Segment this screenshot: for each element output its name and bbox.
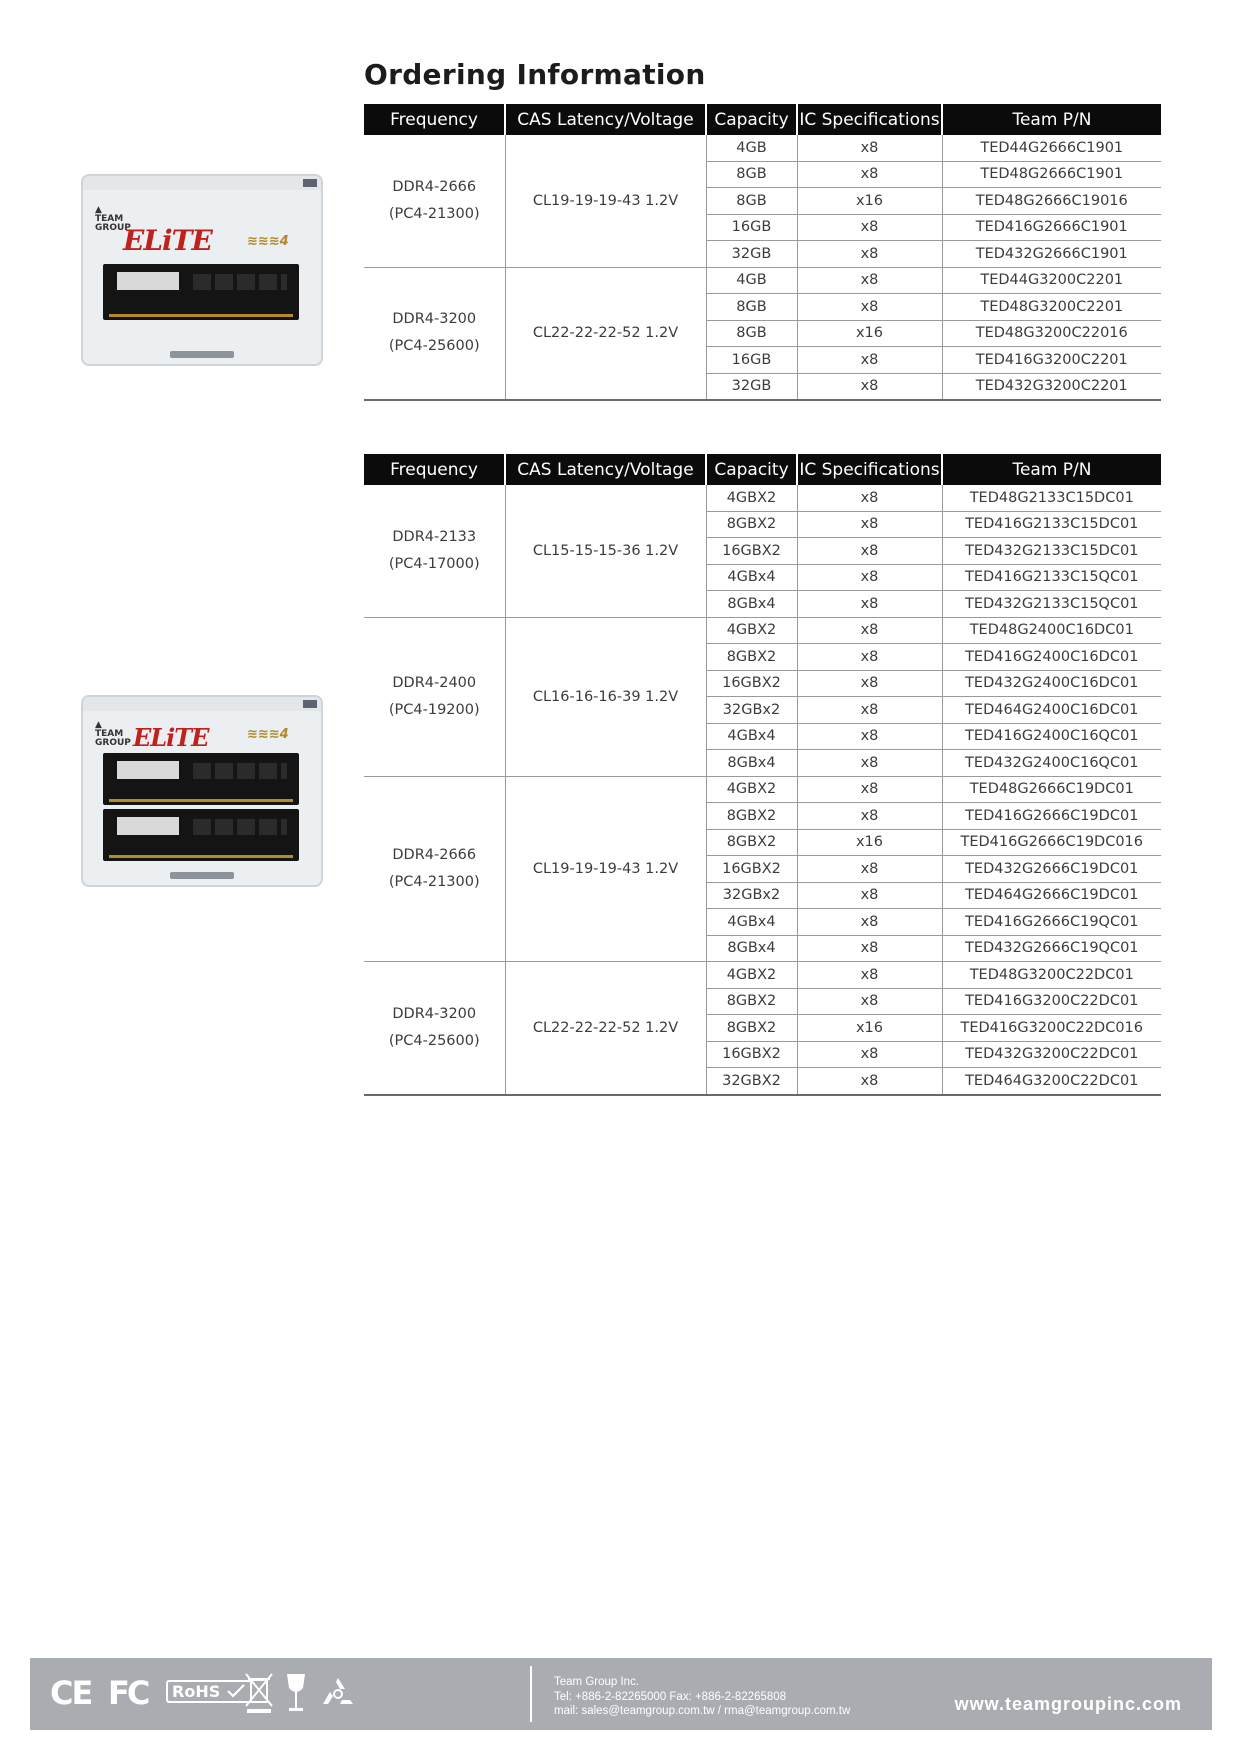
ic-spec-cell: x8 bbox=[797, 485, 942, 511]
frequency-cell bbox=[364, 617, 505, 776]
ic-spec-cell: x8 bbox=[797, 511, 942, 538]
part-number-cell: TED48G2666C1901 bbox=[942, 161, 1161, 188]
column-header: Frequency bbox=[364, 104, 505, 135]
ic-spec-cell: x8 bbox=[797, 347, 942, 374]
part-number-cell: TED48G2666C19DC01 bbox=[942, 776, 1161, 803]
footer-divider bbox=[530, 1666, 532, 1722]
fcc-mark-icon: FC bbox=[108, 1674, 148, 1712]
capacity-cell: 8GBX2 bbox=[706, 803, 797, 830]
pc-rating: (PC4-25600) bbox=[388, 338, 480, 355]
food-safe-glass-icon bbox=[284, 1672, 308, 1714]
capacity-cell: 8GBX2 bbox=[706, 988, 797, 1015]
table-row bbox=[364, 776, 1161, 803]
single-channel-ordering-table bbox=[364, 104, 1161, 401]
capacity-cell: 32GB bbox=[706, 373, 797, 400]
ic-spec-cell: x16 bbox=[797, 829, 942, 856]
table-header-row bbox=[364, 454, 1161, 485]
part-number-cell: TED432G3200C2201 bbox=[942, 373, 1161, 400]
capacity-cell: 4GBX2 bbox=[706, 617, 797, 644]
ic-spec-cell: x8 bbox=[797, 241, 942, 268]
ic-spec-cell: x16 bbox=[797, 188, 942, 215]
part-number-cell: TED44G3200C2201 bbox=[942, 267, 1161, 294]
package-top-strip bbox=[83, 176, 321, 190]
single-channel-product-image bbox=[81, 174, 323, 366]
part-number-cell: TED48G2666C19016 bbox=[942, 188, 1161, 215]
package-top-strip bbox=[83, 697, 321, 711]
capacity-cell: 32GBx2 bbox=[706, 882, 797, 909]
website-link[interactable]: www.teamgroupinc.com bbox=[954, 1694, 1182, 1714]
ic-spec-cell: x8 bbox=[797, 882, 942, 909]
ic-spec-cell: x8 bbox=[797, 591, 942, 618]
capacity-cell: 4GBX2 bbox=[706, 776, 797, 803]
column-header: IC Specifications bbox=[797, 454, 942, 485]
capacity-cell: 8GBx4 bbox=[706, 750, 797, 777]
ic-spec-cell: x8 bbox=[797, 1068, 942, 1095]
column-header: Capacity bbox=[706, 104, 797, 135]
capacity-cell: 16GB bbox=[706, 214, 797, 241]
elite-logo: ELiTE bbox=[123, 224, 212, 257]
ic-spec-cell: x8 bbox=[797, 294, 942, 321]
ic-spec-cell: x16 bbox=[797, 1015, 942, 1042]
memory-module-1 bbox=[103, 753, 299, 805]
part-number-cell: TED48G2400C16DC01 bbox=[942, 617, 1161, 644]
ic-spec-cell: x8 bbox=[797, 135, 942, 161]
frequency-cell bbox=[364, 135, 505, 267]
capacity-cell: 32GBx2 bbox=[706, 697, 797, 724]
frequency-value: DDR4-3200 bbox=[392, 311, 477, 328]
ic-spec-cell: x8 bbox=[797, 935, 942, 962]
capacity-cell: 4GBX2 bbox=[706, 962, 797, 989]
capacity-cell: 32GB bbox=[706, 241, 797, 268]
part-number-cell: TED464G3200C22DC01 bbox=[942, 1068, 1161, 1095]
table-row bbox=[364, 135, 1161, 161]
ic-spec-cell: x8 bbox=[797, 214, 942, 241]
column-header: Team P/N bbox=[942, 454, 1161, 485]
table-row bbox=[364, 617, 1161, 644]
capacity-cell: 4GBx4 bbox=[706, 909, 797, 936]
part-number-cell: TED416G2666C19QC01 bbox=[942, 909, 1161, 936]
pc-rating: (PC4-25600) bbox=[388, 1032, 480, 1049]
frequency-cell bbox=[364, 962, 505, 1095]
column-header: Capacity bbox=[706, 454, 797, 485]
part-number-cell: TED432G2666C19DC01 bbox=[942, 856, 1161, 883]
capacity-cell: 4GBx4 bbox=[706, 723, 797, 750]
company-name: Team Group Inc. bbox=[554, 1676, 640, 1688]
cas-latency-cell: CL15-15-15-36 1.2V bbox=[505, 485, 706, 617]
part-number-cell: TED416G2133C15DC01 bbox=[942, 511, 1161, 538]
ic-spec-cell: x8 bbox=[797, 988, 942, 1015]
part-number-cell: TED48G3200C2201 bbox=[942, 294, 1161, 321]
part-number-cell: TED464G2666C19DC01 bbox=[942, 882, 1161, 909]
ic-spec-cell: x8 bbox=[797, 803, 942, 830]
frequency-cell bbox=[364, 485, 505, 617]
capacity-cell: 16GBX2 bbox=[706, 538, 797, 565]
table-row bbox=[364, 962, 1161, 989]
capacity-cell: 8GB bbox=[706, 188, 797, 215]
capacity-cell: 8GB bbox=[706, 320, 797, 347]
column-header: IC Specifications bbox=[797, 104, 942, 135]
part-number-cell: TED432G2666C19QC01 bbox=[942, 935, 1161, 962]
frequency-cell bbox=[364, 776, 505, 962]
capacity-cell: 8GBX2 bbox=[706, 511, 797, 538]
part-number-cell: TED416G2666C19DC016 bbox=[942, 829, 1161, 856]
frequency-value: DDR4-2666 bbox=[392, 178, 477, 195]
capacity-cell: 4GBx4 bbox=[706, 564, 797, 591]
capacity-cell: 8GBx4 bbox=[706, 935, 797, 962]
pc-rating: (PC4-19200) bbox=[388, 701, 480, 718]
part-number-cell: TED464G2400C16DC01 bbox=[942, 697, 1161, 724]
capacity-cell: 8GBX2 bbox=[706, 1015, 797, 1042]
team-group-logo: ▲ TEAM GROUP bbox=[95, 720, 131, 748]
column-header: Frequency bbox=[364, 454, 505, 485]
column-header: Team P/N bbox=[942, 104, 1161, 135]
part-number-cell: TED416G2400C16QC01 bbox=[942, 723, 1161, 750]
ce-mark-icon: CE bbox=[50, 1674, 92, 1712]
pc-rating: (PC4-21300) bbox=[388, 205, 480, 222]
ddr4-gold-mark: ≋≋≋4 bbox=[247, 234, 289, 249]
pc-rating: (PC4-21300) bbox=[388, 873, 480, 890]
part-number-cell: TED432G2133C15QC01 bbox=[942, 591, 1161, 618]
cas-latency-cell: CL19-19-19-43 1.2V bbox=[505, 776, 706, 962]
ic-spec-cell: x8 bbox=[797, 373, 942, 400]
warranty-badge bbox=[303, 700, 317, 708]
company-phone: Tel: +886-2-82265000 Fax: +886-2-82265808 bbox=[554, 1690, 787, 1703]
ddr4-gold-mark: ≋≋≋4 bbox=[247, 727, 289, 742]
ic-spec-cell: x16 bbox=[797, 320, 942, 347]
pc-rating: (PC4-17000) bbox=[388, 555, 480, 572]
elite-logo: ELiTE bbox=[133, 723, 209, 752]
dual-channel-ordering-table bbox=[364, 454, 1161, 1096]
rohs-compliant-icon: RoHS bbox=[166, 1680, 252, 1703]
table-row bbox=[364, 485, 1161, 511]
capacity-cell: 8GB bbox=[706, 161, 797, 188]
ic-spec-cell: x8 bbox=[797, 617, 942, 644]
ic-spec-cell: x8 bbox=[797, 670, 942, 697]
part-number-cell: TED432G2400C16DC01 bbox=[942, 670, 1161, 697]
ic-spec-cell: x8 bbox=[797, 697, 942, 724]
capacity-cell: 8GBX2 bbox=[706, 644, 797, 671]
memory-modules-label bbox=[170, 351, 234, 358]
part-number-cell: TED432G2400C16QC01 bbox=[942, 750, 1161, 777]
ic-spec-cell: x8 bbox=[797, 644, 942, 671]
capacity-cell: 8GB bbox=[706, 294, 797, 321]
company-mail: mail: sales@teamgroup.com.tw / rma@teamgroup.com.tw bbox=[554, 1705, 851, 1717]
capacity-cell: 4GB bbox=[706, 267, 797, 294]
part-number-cell: TED416G3200C22DC01 bbox=[942, 988, 1161, 1015]
part-number-cell: TED416G2666C19DC01 bbox=[942, 803, 1161, 830]
ic-spec-cell: x8 bbox=[797, 267, 942, 294]
cas-latency-cell: CL22-22-22-52 1.2V bbox=[505, 267, 706, 400]
part-number-cell: TED44G2666C1901 bbox=[942, 135, 1161, 161]
capacity-cell: 8GBx4 bbox=[706, 591, 797, 618]
capacity-cell: 4GBX2 bbox=[706, 485, 797, 511]
part-number-cell: TED48G2133C15DC01 bbox=[942, 485, 1161, 511]
frequency-value: DDR4-2133 bbox=[392, 528, 477, 545]
warranty-badge bbox=[303, 179, 317, 187]
part-number-cell: TED416G2666C1901 bbox=[942, 214, 1161, 241]
recycle-icon bbox=[320, 1676, 356, 1710]
frequency-value: DDR4-2666 bbox=[392, 846, 477, 863]
part-number-cell: TED416G2400C16DC01 bbox=[942, 644, 1161, 671]
ic-spec-cell: x8 bbox=[797, 161, 942, 188]
cas-latency-cell: CL16-16-16-39 1.2V bbox=[505, 617, 706, 776]
frequency-cell bbox=[364, 267, 505, 400]
capacity-cell: 32GBX2 bbox=[706, 1068, 797, 1095]
part-number-cell: TED432G2666C1901 bbox=[942, 241, 1161, 268]
cas-latency-cell: CL19-19-19-43 1.2V bbox=[505, 135, 706, 267]
memory-modules-label bbox=[170, 872, 234, 879]
capacity-cell: 8GBX2 bbox=[706, 829, 797, 856]
part-number-cell: TED432G3200C22DC01 bbox=[942, 1041, 1161, 1068]
company-contact-info bbox=[554, 1675, 850, 1719]
part-number-cell: TED48G3200C22016 bbox=[942, 320, 1161, 347]
team-group-logo: ▲ TEAM GROUP bbox=[95, 205, 131, 233]
weee-bin-icon bbox=[244, 1672, 274, 1714]
table-row bbox=[364, 267, 1161, 294]
ic-spec-cell: x8 bbox=[797, 538, 942, 565]
column-header: CAS Latency/Voltage bbox=[505, 454, 706, 485]
table-header-row bbox=[364, 104, 1161, 135]
capacity-cell: 16GBX2 bbox=[706, 1041, 797, 1068]
memory-module-2 bbox=[103, 809, 299, 861]
memory-module bbox=[103, 264, 299, 320]
ic-spec-cell: x8 bbox=[797, 1041, 942, 1068]
ic-spec-cell: x8 bbox=[797, 750, 942, 777]
ic-spec-cell: x8 bbox=[797, 856, 942, 883]
frequency-value: DDR4-3200 bbox=[392, 1005, 477, 1022]
part-number-cell: TED416G2133C15QC01 bbox=[942, 564, 1161, 591]
dual-channel-product-image bbox=[81, 695, 323, 887]
ic-spec-cell: x8 bbox=[797, 723, 942, 750]
capacity-cell: 16GBX2 bbox=[706, 856, 797, 883]
ic-spec-cell: x8 bbox=[797, 564, 942, 591]
capacity-cell: 4GB bbox=[706, 135, 797, 161]
part-number-cell: TED48G3200C22DC01 bbox=[942, 962, 1161, 989]
column-header: CAS Latency/Voltage bbox=[505, 104, 706, 135]
page-title: Ordering Information bbox=[364, 58, 706, 91]
capacity-cell: 16GBX2 bbox=[706, 670, 797, 697]
part-number-cell: TED432G2133C15DC01 bbox=[942, 538, 1161, 565]
ic-spec-cell: x8 bbox=[797, 962, 942, 989]
part-number-cell: TED416G3200C22DC016 bbox=[942, 1015, 1161, 1042]
footer-bar bbox=[30, 1658, 1212, 1730]
cas-latency-cell: CL22-22-22-52 1.2V bbox=[505, 962, 706, 1095]
part-number-cell: TED416G3200C2201 bbox=[942, 347, 1161, 374]
ic-spec-cell: x8 bbox=[797, 909, 942, 936]
capacity-cell: 16GB bbox=[706, 347, 797, 374]
frequency-value: DDR4-2400 bbox=[392, 674, 477, 691]
ic-spec-cell: x8 bbox=[797, 776, 942, 803]
